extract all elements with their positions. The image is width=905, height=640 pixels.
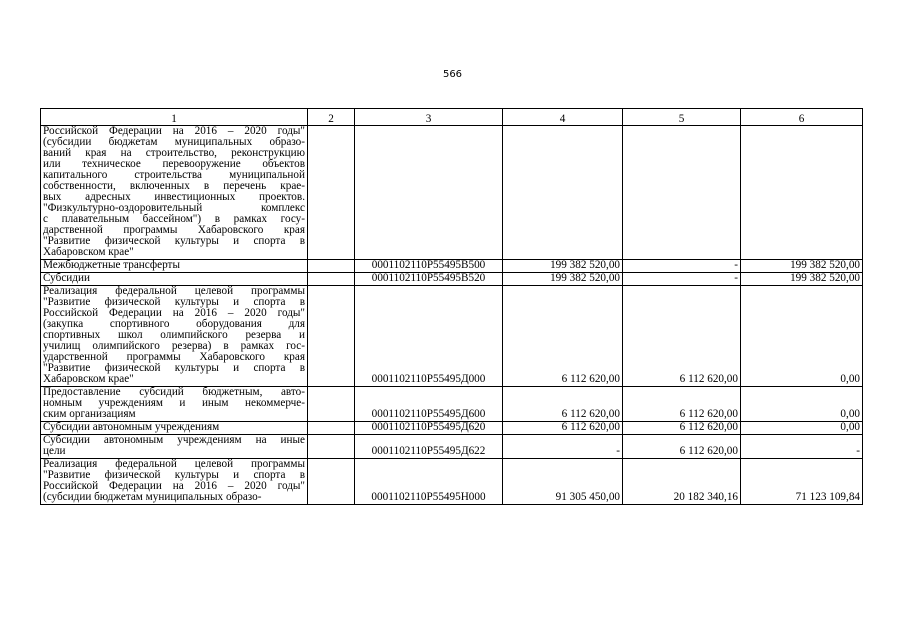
description-line: с плавательным бассейном") в рамках госу- xyxy=(43,213,305,225)
table-row xyxy=(41,286,863,387)
row-value-6: 199 382 520,00 xyxy=(741,273,863,286)
row-value-4: 91 305 450,00 xyxy=(503,459,623,505)
row-description xyxy=(41,286,308,387)
row-value-5: - xyxy=(623,260,741,273)
row-code: 0001102110P55495H000 xyxy=(355,459,503,505)
description-line: Хабаровском крае" xyxy=(43,373,134,385)
row-code: 0001102110P55495Д622 xyxy=(355,435,503,459)
description-line: цели xyxy=(43,445,66,457)
description-line: ударственной программы Хабаровского края xyxy=(43,351,305,363)
table-row xyxy=(41,435,863,459)
description-line: вых адресных инвестиционных проектов. xyxy=(43,191,305,203)
row-code: 0001102110P55495Д000 xyxy=(355,286,503,387)
budget-table xyxy=(40,108,863,505)
row-value-4: - xyxy=(503,435,623,459)
row-col2 xyxy=(308,387,355,422)
row-description xyxy=(41,273,308,286)
row-description xyxy=(41,435,308,459)
column-header-3: 3 xyxy=(355,109,503,126)
row-code: 0001102110P55495B520 xyxy=(355,273,503,286)
description-line: "Развитие физической культуры и спорта в xyxy=(43,362,305,374)
description-line: "Развитие физической культуры и спорта в xyxy=(43,469,305,481)
row-col2 xyxy=(308,422,355,435)
description-line: Реализация федеральной целевой программы xyxy=(43,458,305,470)
description-line: Реализация федеральной целевой программы xyxy=(43,285,305,297)
column-header-4: 4 xyxy=(503,109,623,126)
table-row xyxy=(41,273,863,286)
description-line: "Физкультурно-оздоровительный комплекс xyxy=(43,202,305,214)
row-col2 xyxy=(308,260,355,273)
row-col2 xyxy=(308,435,355,459)
row-value-4: 6 112 620,00 xyxy=(503,422,623,435)
description-line: спортивных школ олимпийского резерва и xyxy=(43,329,305,341)
row-col2 xyxy=(308,273,355,286)
row-value-6 xyxy=(741,126,863,260)
table-row xyxy=(41,422,863,435)
row-value-5: - xyxy=(623,273,741,286)
description-line: (субсидии бюджетам муниципальных образо- xyxy=(43,491,262,503)
description-line: Предоставление субсидий бюджетным, авто- xyxy=(43,386,305,398)
row-value-4 xyxy=(503,126,623,260)
row-value-4: 199 382 520,00 xyxy=(503,260,623,273)
row-code: 0001102110P55495B500 xyxy=(355,260,503,273)
row-value-6: 0,00 xyxy=(741,286,863,387)
row-value-4: 6 112 620,00 xyxy=(503,387,623,422)
row-description xyxy=(41,126,308,260)
row-description xyxy=(41,387,308,422)
row-code: 0001102110P55495Д620 xyxy=(355,422,503,435)
description-line: капитального строительства муниципальной xyxy=(43,169,305,181)
description-line: номным учреждениям и иным некоммерче- xyxy=(43,397,305,409)
row-value-5 xyxy=(623,126,741,260)
row-value-5: 6 112 620,00 xyxy=(623,435,741,459)
row-col2 xyxy=(308,126,355,260)
description-line: ваний края на строительство, реконструкцию xyxy=(43,147,305,159)
table-row xyxy=(41,126,863,260)
description-line: "Развитие физической культуры и спорта в xyxy=(43,235,305,247)
description-line: Межбюджетные трансферты xyxy=(43,259,180,271)
row-value-6: - xyxy=(741,435,863,459)
description-line: Российской Федерации на 2016 – 2020 годы" xyxy=(43,307,305,319)
row-code: 0001102110P55495Д600 xyxy=(355,387,503,422)
row-value-6: 199 382 520,00 xyxy=(741,260,863,273)
description-line: Российской Федерации на 2016 – 2020 годы" xyxy=(43,125,305,137)
table-row xyxy=(41,260,863,273)
column-header-2: 2 xyxy=(308,109,355,126)
row-col2 xyxy=(308,286,355,387)
column-header-6: 6 xyxy=(741,109,863,126)
description-line: Субсидии автономным учреждениям на иные xyxy=(43,434,305,446)
row-value-6: 71 123 109,84 xyxy=(741,459,863,505)
table-row xyxy=(41,387,863,422)
header-row xyxy=(41,109,863,126)
description-line: Хабаровском крае" xyxy=(43,246,134,258)
description-line: ским организациям xyxy=(43,408,136,420)
table-row xyxy=(41,459,863,505)
row-value-6: 0,00 xyxy=(741,422,863,435)
page-number: 566 xyxy=(442,69,463,80)
row-value-5: 6 112 620,00 xyxy=(623,286,741,387)
row-value-5: 6 112 620,00 xyxy=(623,422,741,435)
row-value-5: 20 182 340,16 xyxy=(623,459,741,505)
description-line: училищ олимпийского резерва) в рамках гос- xyxy=(43,340,305,352)
row-description xyxy=(41,422,308,435)
description-line: Субсидии автономным учреждениям xyxy=(43,421,220,433)
column-header-1: 1 xyxy=(41,109,308,126)
row-value-5: 6 112 620,00 xyxy=(623,387,741,422)
row-code xyxy=(355,126,503,260)
description-line: Субсидии xyxy=(43,272,90,284)
description-line: Российской Федерации на 2016 – 2020 годы" xyxy=(43,480,305,492)
row-col2 xyxy=(308,459,355,505)
description-line: дарственной программы Хабаровского края xyxy=(43,224,305,236)
description-line: "Развитие физической культуры и спорта в xyxy=(43,296,305,308)
row-value-6: 0,00 xyxy=(741,387,863,422)
description-line: (закупка спортивного оборудования для xyxy=(43,318,305,330)
description-line: или техническое перевооружение объектов xyxy=(43,158,305,170)
row-value-4: 6 112 620,00 xyxy=(503,286,623,387)
row-value-4: 199 382 520,00 xyxy=(503,273,623,286)
row-description xyxy=(41,260,308,273)
description-line: собственности, включенных в перечень крае- xyxy=(43,180,305,192)
row-description xyxy=(41,459,308,505)
description-line: (субсидии бюджетам муниципальных образо- xyxy=(43,136,305,148)
column-header-5: 5 xyxy=(623,109,741,126)
